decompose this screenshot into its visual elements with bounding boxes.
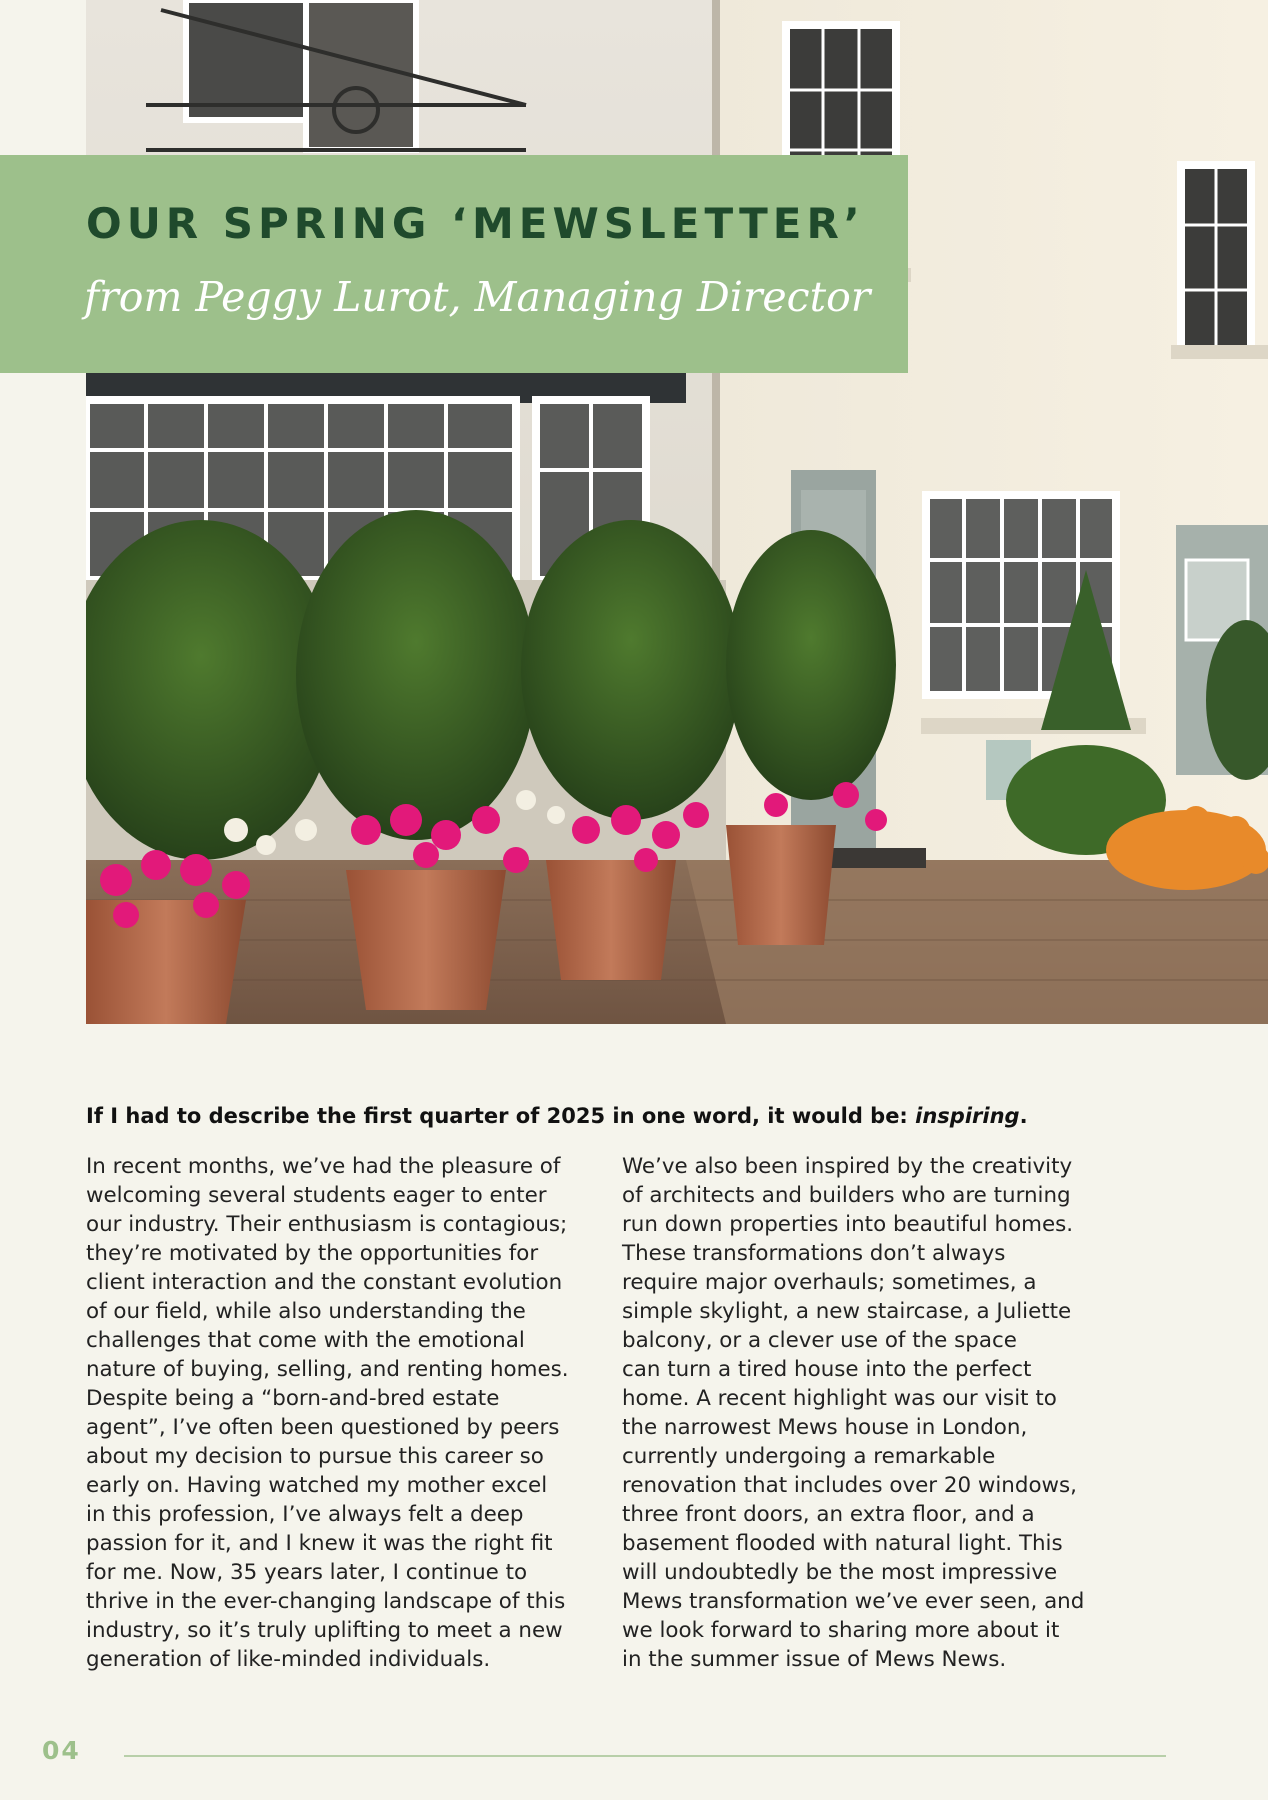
paragraph-line: thrive in the ever-changing landscape of this	[86, 1589, 566, 1614]
paragraph-line: In recent months, we’ve had the pleasure of	[86, 1154, 561, 1179]
paragraph-line: Mews transformation we’ve ever seen, and	[622, 1589, 1085, 1614]
paragraph-line: we look forward to sharing more about it	[622, 1618, 1060, 1643]
paragraph-line: home. A recent highlight was our visit to	[622, 1386, 1057, 1411]
paragraph-line: our industry. Their enthusiasm is contagious;	[86, 1212, 568, 1237]
lead-prefix: If I had to describe the first quarter of 2025 in one word, it would be:	[86, 1104, 916, 1128]
paragraph-line: currently undergoing a remarkable	[622, 1444, 996, 1469]
paragraph-line: three front doors, an extra floor, and a	[622, 1502, 1035, 1527]
paragraph-line: industry, so it’s truly uplifting to meet a new	[86, 1618, 563, 1643]
paragraph-line: Despite being a “born-and-bred estate	[86, 1386, 500, 1411]
paragraph-line: renovation that includes over 20 windows,	[622, 1473, 1077, 1498]
paragraph-line: of architects and builders who are turning	[622, 1183, 1071, 1208]
paragraph-line: in this profession, I’ve always felt a deep	[86, 1502, 524, 1527]
newsletter-subtitle: from Peggy Lurot, Managing Director	[84, 273, 871, 321]
paragraph-line: run down properties into beautiful homes.	[622, 1212, 1074, 1237]
paragraph-line: for me. Now, 35 years later, I continue to	[86, 1560, 528, 1585]
paragraph-line: of our field, while also understanding the	[86, 1299, 526, 1324]
paragraph-line: These transformations don’t always	[622, 1241, 1006, 1266]
paragraph-line: basement flooded with natural light. This	[622, 1531, 1063, 1556]
paragraph-line: the narrowest Mews house in London,	[622, 1415, 1028, 1440]
lead-sentence	[86, 1104, 1186, 1128]
lead-emphasis: inspiring	[915, 1104, 1020, 1128]
page-number: 04	[42, 1736, 81, 1765]
paragraph-line: they’re motivated by the opportunities for	[86, 1241, 539, 1266]
paragraph-line: can turn a tired house into the perfect	[622, 1357, 1032, 1382]
lead-suffix: .	[1019, 1104, 1028, 1128]
paragraph-line: about my decision to pursue this career so	[86, 1444, 544, 1469]
paragraph-line: simple skylight, a new staircase, a Juliette	[622, 1299, 1072, 1324]
paragraph-line: require major overhauls; sometimes, a	[622, 1270, 1037, 1295]
paragraph-line: balcony, or a clever use of the space	[622, 1328, 1017, 1353]
paragraph-line: will undoubtedly be the most impressive	[622, 1560, 1058, 1585]
article-column-right	[622, 1152, 1142, 1674]
newsletter-title: OUR SPRING ‘MEWSLETTER’	[86, 199, 865, 248]
paragraph-line: challenges that come with the emotional	[86, 1328, 525, 1353]
paragraph-line: early on. Having watched my mother excel	[86, 1473, 548, 1498]
paragraph-line: agent”, I’ve often been questioned by peers	[86, 1415, 560, 1440]
paragraph-line: passion for it, and I knew it was the right fit	[86, 1531, 553, 1556]
paragraph-line: client interaction and the constant evolution	[86, 1270, 563, 1295]
paragraph-line: We’ve also been inspired by the creativity	[622, 1154, 1073, 1179]
paragraph-line: nature of buying, selling, and renting homes.	[86, 1357, 569, 1382]
footer-divider	[124, 1755, 1166, 1757]
paragraph-line: in the summer issue of Mews News.	[622, 1647, 1007, 1672]
article-column-left	[86, 1152, 606, 1674]
paragraph-line: generation of like-minded individuals.	[86, 1647, 491, 1672]
paragraph-line: welcoming several students eager to enter	[86, 1183, 547, 1208]
mews-house-photo	[86, 0, 1268, 1024]
title-banner	[0, 155, 908, 373]
